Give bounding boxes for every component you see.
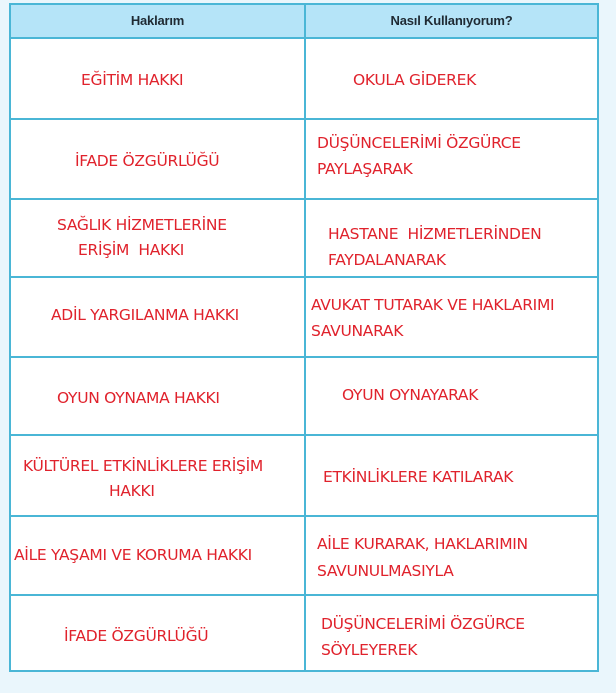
row-divider	[11, 515, 597, 517]
rights-table	[9, 3, 599, 672]
usage-cell-line-2: PAYLAŞARAK	[317, 160, 413, 178]
usage-cell-line-2: SÖYLEYEREK	[321, 641, 418, 659]
usage-cell-line-1: AVUKAT TUTARAK VE HAKLARIMI	[311, 296, 555, 314]
row-divider	[11, 356, 597, 358]
right-cell: İFADE ÖZGÜRLÜĞÜ	[64, 627, 209, 645]
column-divider	[304, 5, 306, 670]
usage-cell-line-2: SAVUNARAK	[311, 322, 404, 340]
right-cell: EĞİTİM HAKKI	[81, 71, 184, 89]
header-rights: Haklarım	[130, 13, 185, 28]
row-divider	[11, 276, 597, 278]
row-divider	[11, 434, 597, 436]
usage-cell: ETKİNLİKLERE KATILARAK	[323, 468, 514, 486]
row-divider	[11, 198, 597, 200]
right-cell-line-1: SAĞLIK HİZMETLERİNE	[57, 216, 227, 234]
usage-cell-line-2: FAYDALANARAK	[328, 251, 446, 269]
usage-cell-line-1: AİLE KURARAK, HAKLARIMIN	[317, 535, 528, 553]
usage-cell-line-1: HASTANE HİZMETLERİNDEN	[328, 225, 542, 243]
right-cell-line-1: KÜLTÜREL ETKİNLİKLERE ERİŞİM	[23, 457, 263, 475]
usage-cell-line-1: DÜŞÜNCELERİMİ ÖZGÜRCE	[317, 134, 521, 152]
usage-cell-line-2: SAVUNULMASIYLA	[317, 562, 454, 580]
right-cell: İFADE ÖZGÜRLÜĞÜ	[75, 152, 220, 170]
right-cell-line-2: HAKKI	[109, 482, 155, 500]
row-divider	[11, 118, 597, 120]
right-cell: OYUN OYNAMA HAKKI	[57, 389, 220, 407]
usage-cell-line-1: DÜŞÜNCELERİMİ ÖZGÜRCE	[321, 615, 525, 633]
right-cell-line-2: ERİŞİM HAKKI	[78, 241, 185, 259]
row-divider	[11, 594, 597, 596]
usage-cell: OYUN OYNAYARAK	[342, 386, 479, 404]
right-cell: ADİL YARGILANMA HAKKI	[51, 306, 239, 324]
right-cell: AİLE YAŞAMI VE KORUMA HAKKI	[14, 546, 252, 564]
header-how-i-use: Nasıl Kullanıyorum?	[390, 13, 513, 28]
usage-cell: OKULA GİDEREK	[353, 71, 476, 89]
